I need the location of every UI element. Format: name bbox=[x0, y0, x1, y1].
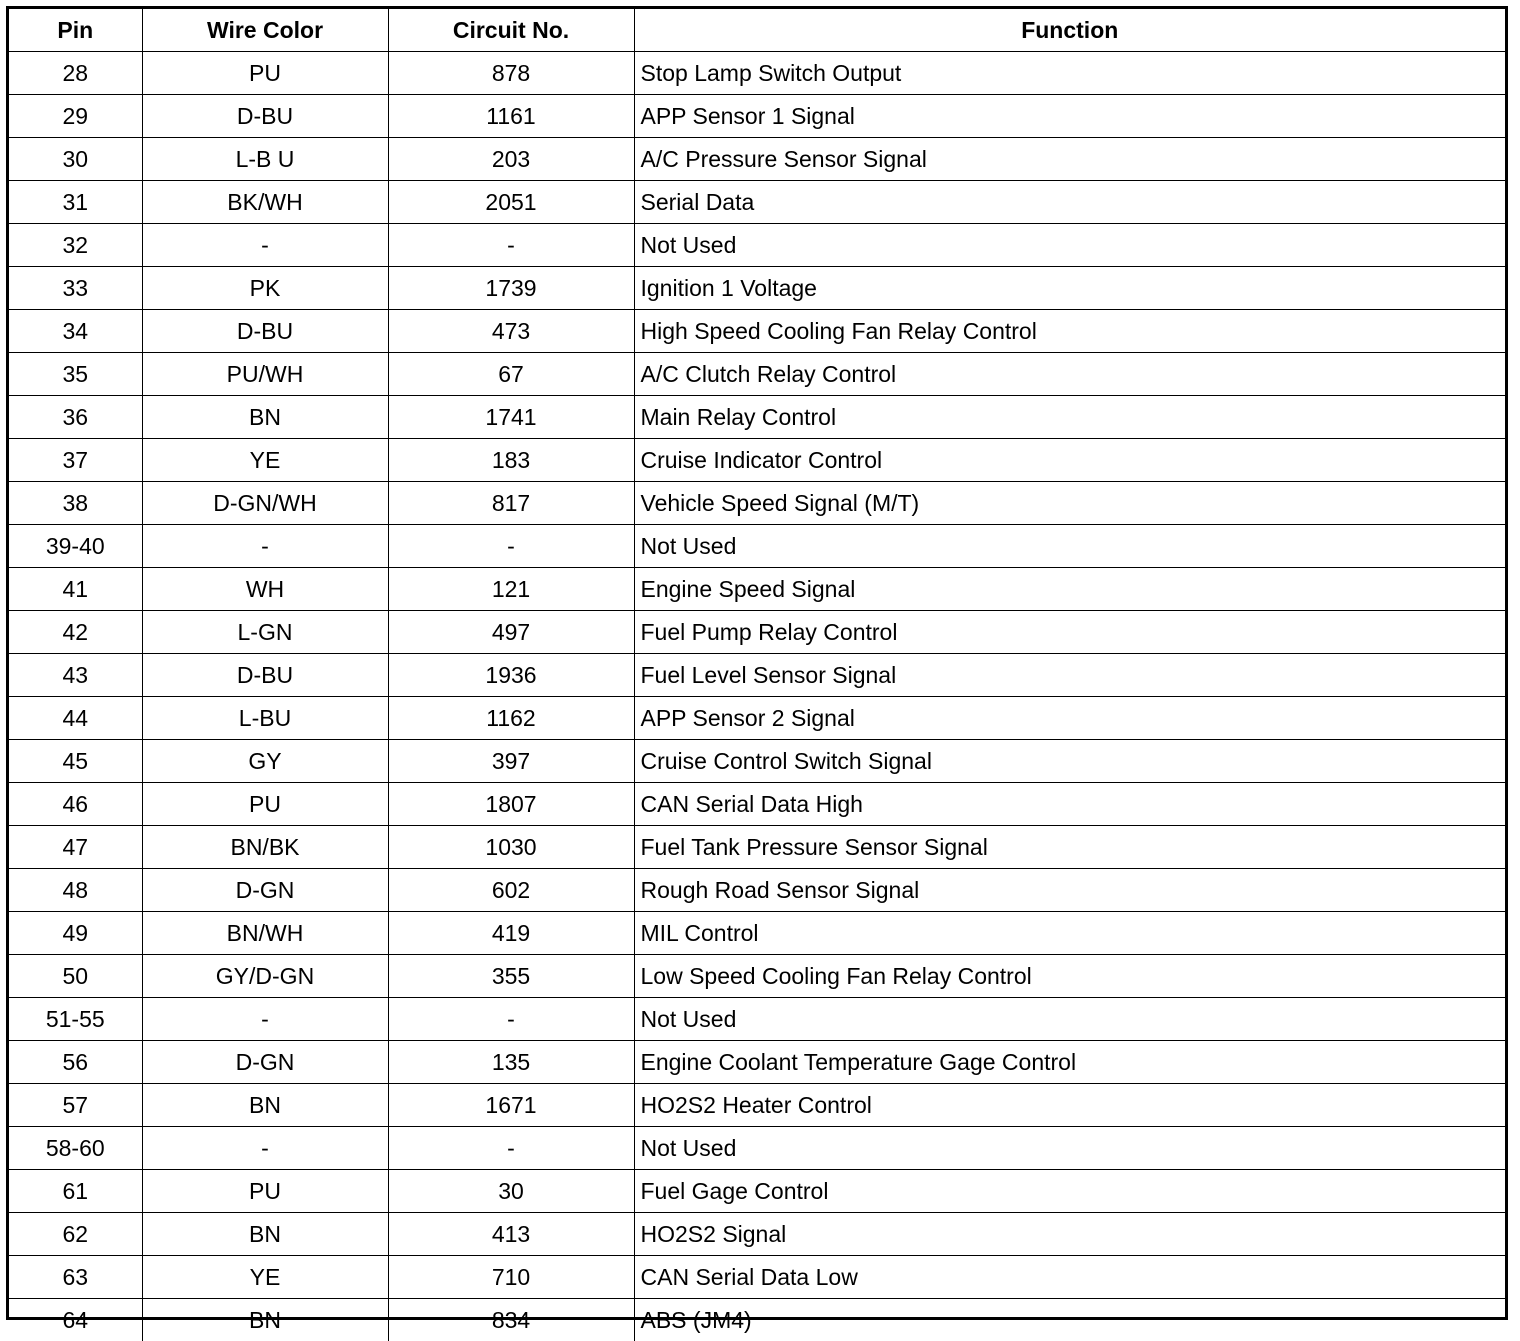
cell-function: High Speed Cooling Fan Relay Control bbox=[634, 310, 1505, 353]
cell-circuit-no: 1671 bbox=[388, 1084, 634, 1127]
cell-circuit-no: - bbox=[388, 998, 634, 1041]
table-row bbox=[9, 267, 1505, 310]
cell-circuit-no: 473 bbox=[388, 310, 634, 353]
cell-wire-color: BN bbox=[142, 1299, 388, 1341]
cell-wire-color: D-GN/WH bbox=[142, 482, 388, 525]
cell-pin: 50 bbox=[9, 955, 142, 998]
table-row bbox=[9, 439, 1505, 482]
cell-pin: 64 bbox=[9, 1299, 142, 1341]
cell-circuit-no: 1161 bbox=[388, 95, 634, 138]
cell-function: CAN Serial Data Low bbox=[634, 1256, 1505, 1299]
table-row bbox=[9, 998, 1505, 1041]
cell-function: Not Used bbox=[634, 998, 1505, 1041]
header-row bbox=[9, 9, 1505, 52]
table-row bbox=[9, 396, 1505, 439]
cell-function: Not Used bbox=[634, 224, 1505, 267]
cell-pin: 37 bbox=[9, 439, 142, 482]
cell-wire-color: D-BU bbox=[142, 310, 388, 353]
cell-pin: 57 bbox=[9, 1084, 142, 1127]
cell-wire-color: D-GN bbox=[142, 1041, 388, 1084]
cell-circuit-no: 710 bbox=[388, 1256, 634, 1299]
table-row bbox=[9, 224, 1505, 267]
cell-wire-color: GY/D-GN bbox=[142, 955, 388, 998]
cell-function: Rough Road Sensor Signal bbox=[634, 869, 1505, 912]
cell-wire-color: PU bbox=[142, 783, 388, 826]
table-row bbox=[9, 1213, 1505, 1256]
cell-function: Low Speed Cooling Fan Relay Control bbox=[634, 955, 1505, 998]
cell-circuit-no: 1741 bbox=[388, 396, 634, 439]
cell-pin: 35 bbox=[9, 353, 142, 396]
cell-wire-color: BK/WH bbox=[142, 181, 388, 224]
table-row bbox=[9, 1256, 1505, 1299]
cell-wire-color: PU/WH bbox=[142, 353, 388, 396]
cell-circuit-no: 834 bbox=[388, 1299, 634, 1341]
cell-circuit-no: 1030 bbox=[388, 826, 634, 869]
cell-circuit-no: 30 bbox=[388, 1170, 634, 1213]
table-row bbox=[9, 310, 1505, 353]
cell-wire-color: WH bbox=[142, 568, 388, 611]
cell-pin: 45 bbox=[9, 740, 142, 783]
cell-circuit-no: 1936 bbox=[388, 654, 634, 697]
table-row bbox=[9, 697, 1505, 740]
cell-pin: 56 bbox=[9, 1041, 142, 1084]
cell-circuit-no: 497 bbox=[388, 611, 634, 654]
cell-function: Main Relay Control bbox=[634, 396, 1505, 439]
cell-circuit-no: - bbox=[388, 224, 634, 267]
cell-wire-color: BN/WH bbox=[142, 912, 388, 955]
cell-function: A/C Pressure Sensor Signal bbox=[634, 138, 1505, 181]
cell-function: Not Used bbox=[634, 525, 1505, 568]
table-row bbox=[9, 353, 1505, 396]
table-row bbox=[9, 1084, 1505, 1127]
cell-wire-color: YE bbox=[142, 439, 388, 482]
cell-pin: 30 bbox=[9, 138, 142, 181]
cell-wire-color: PK bbox=[142, 267, 388, 310]
cell-function: Fuel Pump Relay Control bbox=[634, 611, 1505, 654]
table-row bbox=[9, 826, 1505, 869]
cell-function: CAN Serial Data High bbox=[634, 783, 1505, 826]
cell-function: Fuel Level Sensor Signal bbox=[634, 654, 1505, 697]
cell-wire-color: PU bbox=[142, 1170, 388, 1213]
cell-wire-color: BN bbox=[142, 1213, 388, 1256]
cell-pin: 47 bbox=[9, 826, 142, 869]
cell-function: Fuel Gage Control bbox=[634, 1170, 1505, 1213]
cell-circuit-no: 355 bbox=[388, 955, 634, 998]
cell-wire-color: BN/BK bbox=[142, 826, 388, 869]
cell-function: Vehicle Speed Signal (M/T) bbox=[634, 482, 1505, 525]
cell-circuit-no: 183 bbox=[388, 439, 634, 482]
table-row bbox=[9, 1170, 1505, 1213]
cell-wire-color: D-GN bbox=[142, 869, 388, 912]
cell-function: A/C Clutch Relay Control bbox=[634, 353, 1505, 396]
cell-circuit-no: 203 bbox=[388, 138, 634, 181]
cell-pin: 49 bbox=[9, 912, 142, 955]
cell-pin: 61 bbox=[9, 1170, 142, 1213]
header-circuit-no: Circuit No. bbox=[388, 9, 634, 52]
table-row bbox=[9, 740, 1505, 783]
cell-function: Cruise Indicator Control bbox=[634, 439, 1505, 482]
cell-circuit-no: 602 bbox=[388, 869, 634, 912]
cell-circuit-no: 878 bbox=[388, 52, 634, 95]
table-row bbox=[9, 1299, 1505, 1341]
cell-function: ABS (JM4) bbox=[634, 1299, 1505, 1341]
table-row bbox=[9, 181, 1505, 224]
cell-pin: 58-60 bbox=[9, 1127, 142, 1170]
cell-pin: 48 bbox=[9, 869, 142, 912]
cell-function: HO2S2 Signal bbox=[634, 1213, 1505, 1256]
cell-wire-color: PU bbox=[142, 52, 388, 95]
cell-circuit-no: - bbox=[388, 1127, 634, 1170]
cell-pin: 39-40 bbox=[9, 525, 142, 568]
cell-wire-color: L-BU bbox=[142, 697, 388, 740]
cell-circuit-no: 1739 bbox=[388, 267, 634, 310]
cell-wire-color: D-BU bbox=[142, 654, 388, 697]
cell-function: Engine Coolant Temperature Gage Control bbox=[634, 1041, 1505, 1084]
cell-pin: 36 bbox=[9, 396, 142, 439]
cell-circuit-no: 121 bbox=[388, 568, 634, 611]
cell-wire-color: - bbox=[142, 998, 388, 1041]
header-pin: Pin bbox=[9, 9, 142, 52]
cell-wire-color: - bbox=[142, 224, 388, 267]
table-row bbox=[9, 568, 1505, 611]
cell-pin: 33 bbox=[9, 267, 142, 310]
cell-wire-color: - bbox=[142, 1127, 388, 1170]
cell-circuit-no: 67 bbox=[388, 353, 634, 396]
cell-pin: 63 bbox=[9, 1256, 142, 1299]
table-row bbox=[9, 482, 1505, 525]
cell-pin: 41 bbox=[9, 568, 142, 611]
cell-pin: 44 bbox=[9, 697, 142, 740]
table-row bbox=[9, 525, 1505, 568]
table-row bbox=[9, 955, 1505, 998]
cell-function: Stop Lamp Switch Output bbox=[634, 52, 1505, 95]
cell-circuit-no: - bbox=[388, 525, 634, 568]
cell-wire-color: D-BU bbox=[142, 95, 388, 138]
cell-pin: 29 bbox=[9, 95, 142, 138]
cell-wire-color: L-B U bbox=[142, 138, 388, 181]
connector-pinout-table bbox=[9, 9, 1505, 1341]
cell-wire-color: - bbox=[142, 525, 388, 568]
cell-function: Engine Speed Signal bbox=[634, 568, 1505, 611]
cell-pin: 46 bbox=[9, 783, 142, 826]
cell-pin: 51-55 bbox=[9, 998, 142, 1041]
cell-wire-color: BN bbox=[142, 1084, 388, 1127]
cell-circuit-no: 1807 bbox=[388, 783, 634, 826]
table-row bbox=[9, 611, 1505, 654]
table-row bbox=[9, 783, 1505, 826]
table-header bbox=[9, 9, 1505, 52]
cell-wire-color: GY bbox=[142, 740, 388, 783]
table-row bbox=[9, 912, 1505, 955]
cell-function: Not Used bbox=[634, 1127, 1505, 1170]
cell-pin: 42 bbox=[9, 611, 142, 654]
cell-function: Fuel Tank Pressure Sensor Signal bbox=[634, 826, 1505, 869]
table-row bbox=[9, 1127, 1505, 1170]
cell-circuit-no: 2051 bbox=[388, 181, 634, 224]
table-row bbox=[9, 869, 1505, 912]
cell-function: Cruise Control Switch Signal bbox=[634, 740, 1505, 783]
cell-circuit-no: 413 bbox=[388, 1213, 634, 1256]
cell-wire-color: BN bbox=[142, 396, 388, 439]
cell-function: Serial Data bbox=[634, 181, 1505, 224]
cell-pin: 38 bbox=[9, 482, 142, 525]
cell-function: MIL Control bbox=[634, 912, 1505, 955]
cell-function: Ignition 1 Voltage bbox=[634, 267, 1505, 310]
header-wire-color: Wire Color bbox=[142, 9, 388, 52]
cell-pin: 62 bbox=[9, 1213, 142, 1256]
cell-pin: 32 bbox=[9, 224, 142, 267]
cell-function: APP Sensor 1 Signal bbox=[634, 95, 1505, 138]
cell-pin: 31 bbox=[9, 181, 142, 224]
cell-wire-color: L-GN bbox=[142, 611, 388, 654]
cell-wire-color: YE bbox=[142, 1256, 388, 1299]
cell-circuit-no: 817 bbox=[388, 482, 634, 525]
table-row bbox=[9, 95, 1505, 138]
cell-circuit-no: 397 bbox=[388, 740, 634, 783]
table-row bbox=[9, 138, 1505, 181]
header-function: Function bbox=[634, 9, 1505, 52]
cell-function: APP Sensor 2 Signal bbox=[634, 697, 1505, 740]
table-row bbox=[9, 52, 1505, 95]
connector-pinout-table-frame bbox=[6, 6, 1508, 1320]
cell-pin: 28 bbox=[9, 52, 142, 95]
table-body bbox=[9, 52, 1505, 1341]
table-row bbox=[9, 1041, 1505, 1084]
cell-circuit-no: 135 bbox=[388, 1041, 634, 1084]
cell-circuit-no: 419 bbox=[388, 912, 634, 955]
cell-pin: 43 bbox=[9, 654, 142, 697]
table-row bbox=[9, 654, 1505, 697]
cell-circuit-no: 1162 bbox=[388, 697, 634, 740]
cell-function: HO2S2 Heater Control bbox=[634, 1084, 1505, 1127]
cell-pin: 34 bbox=[9, 310, 142, 353]
